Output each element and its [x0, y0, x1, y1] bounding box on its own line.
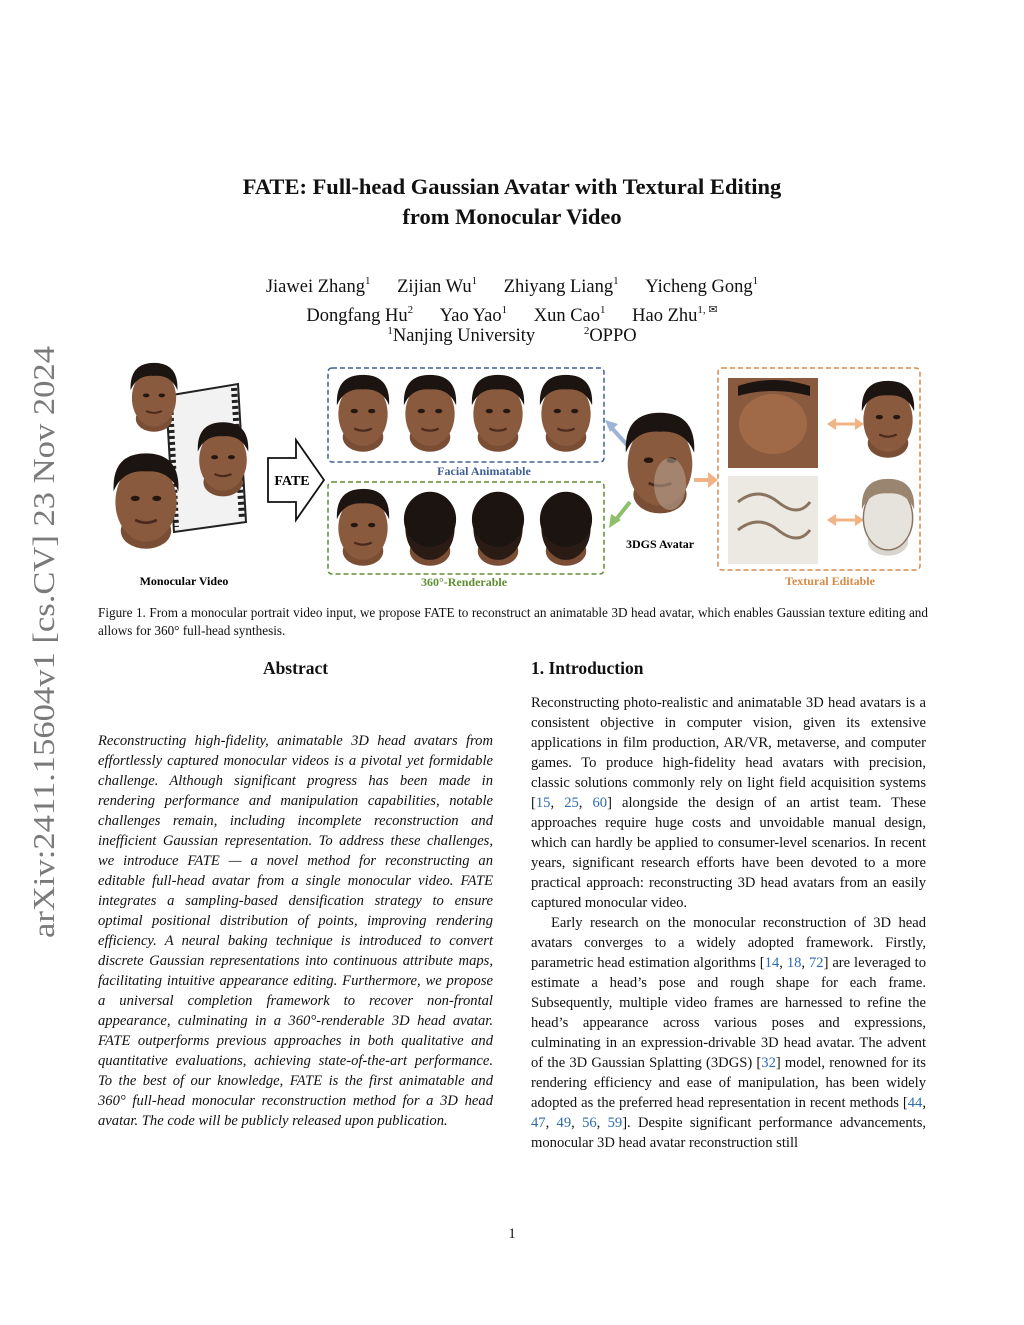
- view-head-1: [337, 489, 389, 566]
- fate-arrow: [268, 440, 324, 520]
- video-frame-head-1: [131, 363, 178, 432]
- abstract-body: Reconstructing high-fidelity, animatable 3D head avatars from effortlessly captured monocular videos is a pivotal yet formidable challenge. Although significant progress has been made in rendering performance and manipulation capabilities, notable challenges remain, including incomplete reconstruction and inefficient Gaussian representation. To address these challenges, we introduce FATE — a novel method for reconstructing an editable full-head avatar from a single monocular video. FATE integrates a sampling-based densification strategy to ensure optimal positional distribution of points, improving rendering efficiency. A neural baking technique is introduced to convert discrete Gaussian representations into continuous attribute maps, facilitating intuitive appearance editing. Furthermore, we propose a universal completion framework to recover non-frontal appearance, culminating in a 360°-renderable 3D head avatar. FATE outperforms previous approaches in both qualitative and quantitative evaluations, achieving state-of-the-art performance. To the best of our knowledge, FATE is the first animatable and 360° full-head monocular reconstruction method for a 3D head avatar. The code will be publicly released upon publication.: [98, 733, 493, 1129]
- citation-link[interactable]: 49: [556, 1115, 572, 1131]
- title-line-1: FATE: Full-head Gaussian Avatar with Textural Editing: [242, 174, 782, 199]
- citation-link[interactable]: 56: [582, 1115, 597, 1131]
- renderable-label: 360°-Renderable: [420, 575, 508, 589]
- view-head-2: [404, 492, 456, 566]
- intro-paragraph-1: Reconstructing photo-realistic and animatable 3D head avatars is a consistent objective in computer vision, given its extensive applications in film production, AR/VR, metaverse, and computer games. To produce high-fidelity head avatars with precision, classic solutions commonly rely on light field acquisition systems [15, 25, 60] alongside the design of an artist team. These approaches require huge costs and unvoidable manual design, which can hardly be applied to consumer-level scenarios. In recent years, significant research efforts have been devoted to a more practical approach: reconstructing 3D head avatars from an easily captured monocular video.: [531, 695, 927, 911]
- citation-link[interactable]: 47: [531, 1115, 546, 1131]
- introduction-heading: 1. Introduction: [531, 658, 644, 678]
- corresponding-author: Hao Zhu$^{1, ✉}$: [632, 304, 718, 327]
- expression-head-2: [404, 375, 456, 452]
- author: Dongfang Hu$^2$: [306, 304, 414, 327]
- facial-animatable-label: Facial Animatable: [437, 464, 531, 478]
- author: Jiawei Zhang$^1$: [265, 275, 371, 298]
- arxiv-id-text: arXiv:2411.15604v1 [cs.CV] 23 Nov 2024: [26, 407, 61, 938]
- page-number: 1: [508, 1226, 516, 1242]
- avatar-group: [605, 413, 718, 551]
- arxiv-sidebar-svg: [26, 346, 62, 938]
- introduction-body: [531, 693, 926, 1153]
- textural-editable-panel: [718, 368, 920, 588]
- textural-editable-label: Textural Editable: [785, 574, 875, 588]
- textured-head: [862, 381, 914, 458]
- author: Xun Cao$^1$: [533, 304, 606, 327]
- citation-link[interactable]: 18: [786, 955, 802, 971]
- figure-caption: Figure 1. From a monocular portrait video input, we propose FATE to reconstruct an animatable 3D head avatar, which enables Gaussian texture editing and allows for 360° full-head synthesis.: [98, 605, 928, 638]
- view-head-4: [540, 492, 592, 566]
- citation-link[interactable]: 25: [564, 795, 579, 811]
- view-head-3: [472, 492, 524, 566]
- citation-link[interactable]: 14: [764, 955, 780, 971]
- figure-1: [98, 362, 928, 594]
- citation-link[interactable]: 44: [907, 1095, 923, 1111]
- author: Zijian Wu$^1$: [397, 275, 478, 298]
- renderable-panel: [328, 482, 604, 589]
- monocular-video-label: Monocular Video: [139, 574, 229, 588]
- citation-link[interactable]: 72: [808, 955, 824, 971]
- citation-link[interactable]: 60: [592, 795, 608, 811]
- video-frame-head-2: [198, 422, 249, 496]
- monocular-video-group: [114, 363, 249, 588]
- expression-head-4: [540, 375, 592, 452]
- citation-link[interactable]: 15: [535, 795, 551, 811]
- facial-animatable-panel: [328, 368, 604, 478]
- citation-link[interactable]: 32: [761, 1055, 776, 1071]
- citation-link[interactable]: 59: [607, 1115, 623, 1131]
- expression-head-1: [337, 375, 389, 452]
- author-list: [0, 270, 1024, 328]
- fate-label: FATE: [274, 474, 310, 489]
- edited-texture-map: [728, 476, 818, 564]
- author: Zhiyang Liang$^1$: [503, 275, 619, 298]
- author-row-2: [0, 299, 1024, 328]
- author: Yicheng Gong$^1$: [645, 275, 759, 298]
- avatar-label: 3DGS Avatar: [625, 537, 695, 551]
- intro-paragraph-2: Early research on the monocular reconstruction of 3D head avatars converges to a widely adopted framework. Firstly, parametric head estimation algorithms [14, 18, 72] are leveraged to estimate a head’s pose and rough shape for each frame. Subsequently, multiple video frames are harnessed to refine the head’s appearance across various poses and expressions, culminating in an expression-drivable 3D head avatar. The advent of the 3D Gaussian Splatting (3DGS) [32] model, renowned for its rendering efficiency and ease of manipulation, has been widely adopted as the preferred head representation in recent methods [44, 47, 49, 56, 59]. Despite significant performance advancements, monocular 3D head avatar reconstruction still: [531, 915, 927, 1151]
- affiliation-2: $^2$OPPO: [583, 325, 637, 347]
- paper-title: [0, 172, 1024, 232]
- author: Yao Yao$^1$: [439, 304, 508, 327]
- affiliations: [0, 325, 1024, 347]
- title-line-2: from Monocular Video: [402, 204, 622, 229]
- arxiv-sidebar: [26, 346, 62, 938]
- figure-1-svg: [98, 362, 928, 594]
- video-frame-head-3: [114, 453, 179, 548]
- expression-head-3: [472, 375, 524, 452]
- author-row-1: [0, 270, 1024, 299]
- affiliation-1: $^1$Nanjing University: [387, 325, 536, 347]
- abstract-heading: Abstract: [262, 658, 329, 678]
- edited-head: [862, 479, 914, 556]
